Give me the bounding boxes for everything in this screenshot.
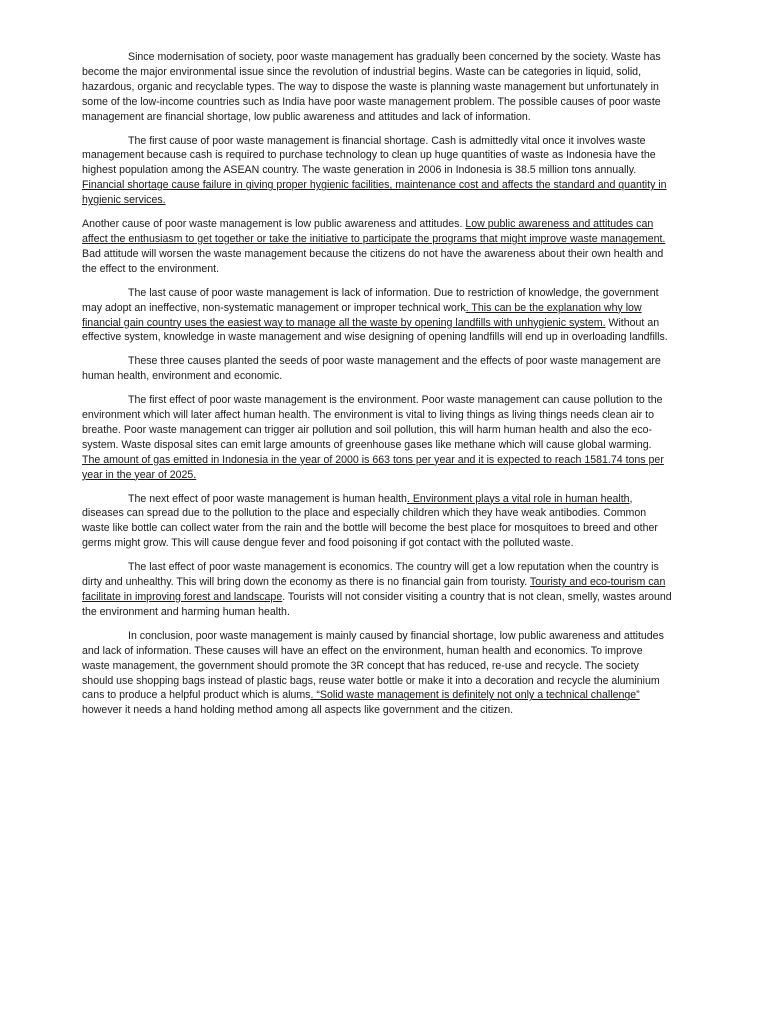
paragraph-3 — [82, 217, 672, 277]
paragraph-text: In conclusion, poor waste management is mainly caused by financial shortage, low public awareness and attitudes and lack of information. These causes will have an effect on the environment, human health and economics. To improve waste management, the government should promote the 3R concept that has reduced, re-use and recycle. The society should use shopping bags instead of plastic bags, reuse water bottle or make it into a decoration and recycle the aluminium cans to produce a helpful product which is alums — [82, 629, 664, 702]
paragraph-text: The first effect of poor waste management is the environment. Poor waste management can cause pollution to the environment which will later affect human health. The environment is vital to living things as living things needs clean air to breathe. Poor waste management can trigger air pollution and soil pollution, this will harm human health and also the eco-system. Waste disposal sites can emit large amounts of greenhouse gases like methane which will cause global warming. — [82, 394, 663, 451]
paragraph-9 — [82, 629, 672, 718]
underlined-text: Low public awareness and attitudes can affect the enthusiasm to get together or take the initiative to participate the programs that might improve waste management. — [82, 218, 666, 245]
underlined-text: . Environment plays a vital role in human health — [406, 492, 630, 505]
paragraph-text: Since modernisation of society, poor waste management has gradually been concerned by the society. Waste has become the major environmental issue since the revolution of industrial begins. Waste can be categories in liquid, solid, hazardous, organic and recyclable types. The way to dispose the waste is planning waste management but unfortunately in some of the low-income countries such as India have poor waste management problem. The possible causes of poor waste management are financial shortage, low public awareness and attitudes and lack of information. — [82, 51, 661, 123]
paragraph-7 — [82, 492, 672, 552]
paragraph-text: , diseases can spread due to the pollution to the place and especially children which they have weak antibodies. Common waste like bottle can collect water from the rain and the bottle will become the best place for mosquitoes to breed and other germs might grow. This will cause dengue fever and food poisoning if got contact with the polluted waste. — [82, 492, 658, 550]
underlined-text: Financial shortage cause failure in giving proper hygienic facilities, maintenance cost and affects the standard and quantity in hygienic services. — [82, 179, 667, 207]
paragraph-text: Without an effective system, knowledge in waste management and wise designing of opening landfills will end up in overloading landfills. — [82, 316, 668, 344]
paragraph-8 — [82, 560, 672, 620]
paragraph-text: . Tourists will not consider visiting a country that is not clean, smelly, wastes around the environment and harming human health. — [82, 591, 672, 618]
underlined-text: Touristy and eco-tourism can facilitate in improving forest and landscape — [82, 576, 666, 603]
paragraph-6 — [82, 393, 672, 482]
paragraph-4 — [82, 286, 672, 346]
underlined-text: . This can be the explanation why low financial gain country uses the easiest way to manage all the waste by opening landfills with unhygienic system. — [82, 301, 642, 329]
paragraph-text: The next effect of poor waste management is human health — [128, 492, 407, 505]
paragraph-text: The first cause of poor waste management is financial shortage. Cash is admittedly vital once it involves waste management because cash is required to purchase technology to clean up huge quantities of waste as Indonesia have the highest population among the ASEAN country. The waste generation in 2006 in Indonesia is 38.5 million tons annually. — [82, 134, 656, 177]
underlined-text: . “Solid waste management is definitely not only a technical challenge” — [310, 689, 640, 702]
paragraph-text: Another cause of poor waste management is low public awareness and attitudes. — [82, 218, 466, 231]
underlined-text: The amount of gas emitted in Indonesia in the year of 2000 is 663 tons per year and it is expected to reach 1581.74 tons per year in the year of 2025. — [82, 453, 664, 481]
paragraph-text: The last cause of poor waste management is lack of information. Due to restriction of knowledge, the government may adopt an ineffective, non-systematic management or improper technical work — [82, 286, 659, 314]
paragraph-text: The last effect of poor waste management is economics. The country will get a low reputation when the country is dirty and unhealthy. This will bring down the economy as there is no financial gain from touristy. — [82, 561, 659, 589]
paragraph-text: Bad attitude will worsen the waste management because the citizens do not have the awareness about their own health and the effect to the environment. — [82, 247, 664, 275]
paragraph-1 — [82, 50, 672, 125]
paragraph-text: however it needs a hand holding method among all aspects like government and the citizen. — [82, 704, 514, 717]
paragraph-2 — [82, 134, 672, 209]
document-page — [82, 50, 672, 727]
paragraph-5 — [82, 354, 672, 384]
paragraph-text: These three causes planted the seeds of poor waste management and the effects of poor waste management are human health, environment and economic. — [82, 355, 661, 383]
